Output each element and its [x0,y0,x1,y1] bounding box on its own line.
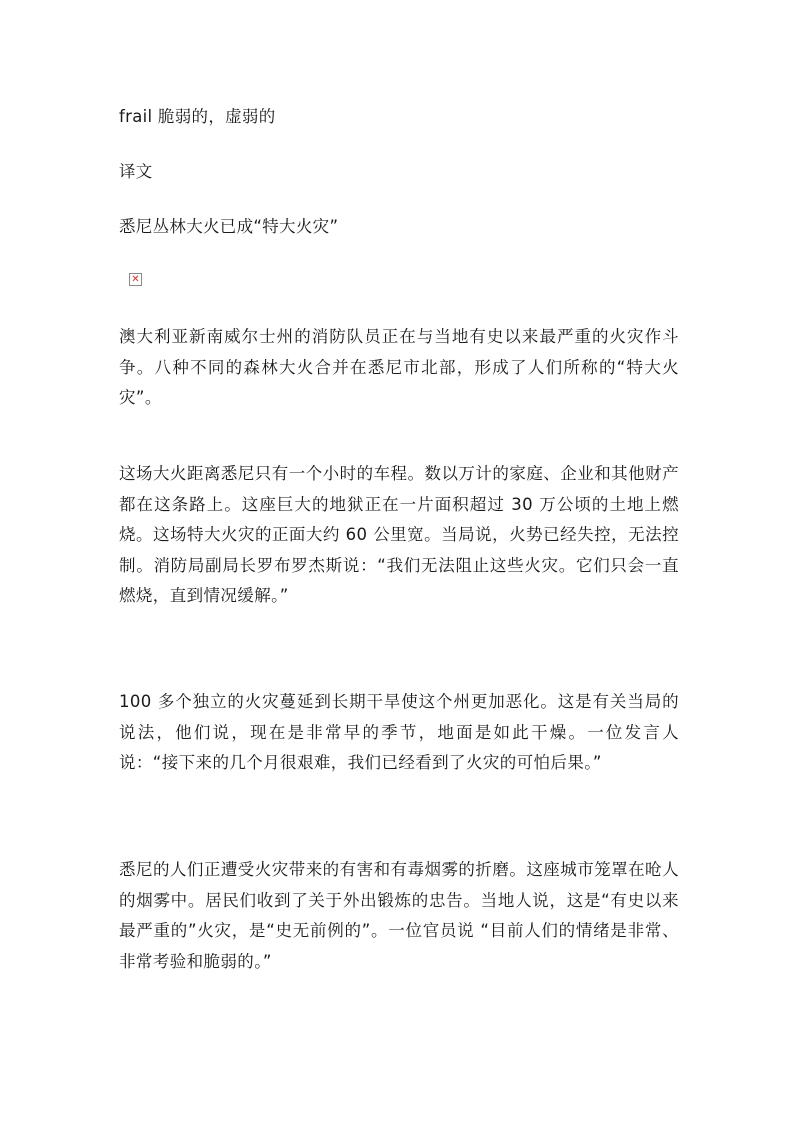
section-heading: 译文 [119,162,153,181]
article-title: 悉尼丛林大火已成“特大火灾” [119,217,339,236]
paragraph-1: 澳大利亚新南威尔士州的消防队员正在与当地有史以来最严重的火灾作斗争。八种不同的森林大火合并在悉尼市北部，形成了人们所称的“特大火灾”。 [119,327,679,407]
broken-image-icon [129,273,142,286]
vocab-line: frail 脆弱的，虚弱的 [119,107,276,126]
paragraph-2: 这场大火距离悉尼只有一个小时的车程。数以万计的家庭、企业和其他财产都在这条路上。这座巨大的地狱正在一片面积超过 30 万公顷的土地上燃烧。这场特大火灾的正面大约 60 公里宽。当局说，火势已经失控，无法控制。消防局副局长罗布罗杰斯说：“我们无法阻止这些火灾。它们只会一直燃烧，直到情况缓解。” [119,464,679,605]
broken-image-glyph: ✕ [131,274,140,285]
paragraph-3: 100 多个独立的火灾蔓延到长期干旱使这个州更加恶化。这是有关当局的说法，他们说，现在是非常早的季节，地面是如此干燥。一位发言人说：“接下来的几个月很艰难，我们已经看到了火灾的可怕后果。” [119,692,679,772]
paragraph-4: 悉尼的人们正遭受火灾带来的有害和有毒烟雾的折磨。这座城市笼罩在呛人的烟雾中。居民们收到了关于外出锻炼的忠告。当地人说，这是“有史以来最严重的”火灾，是“史无前例的”。一位官员说 “目前人们的情绪是非常、非常考验和脆弱的。” [119,860,679,971]
